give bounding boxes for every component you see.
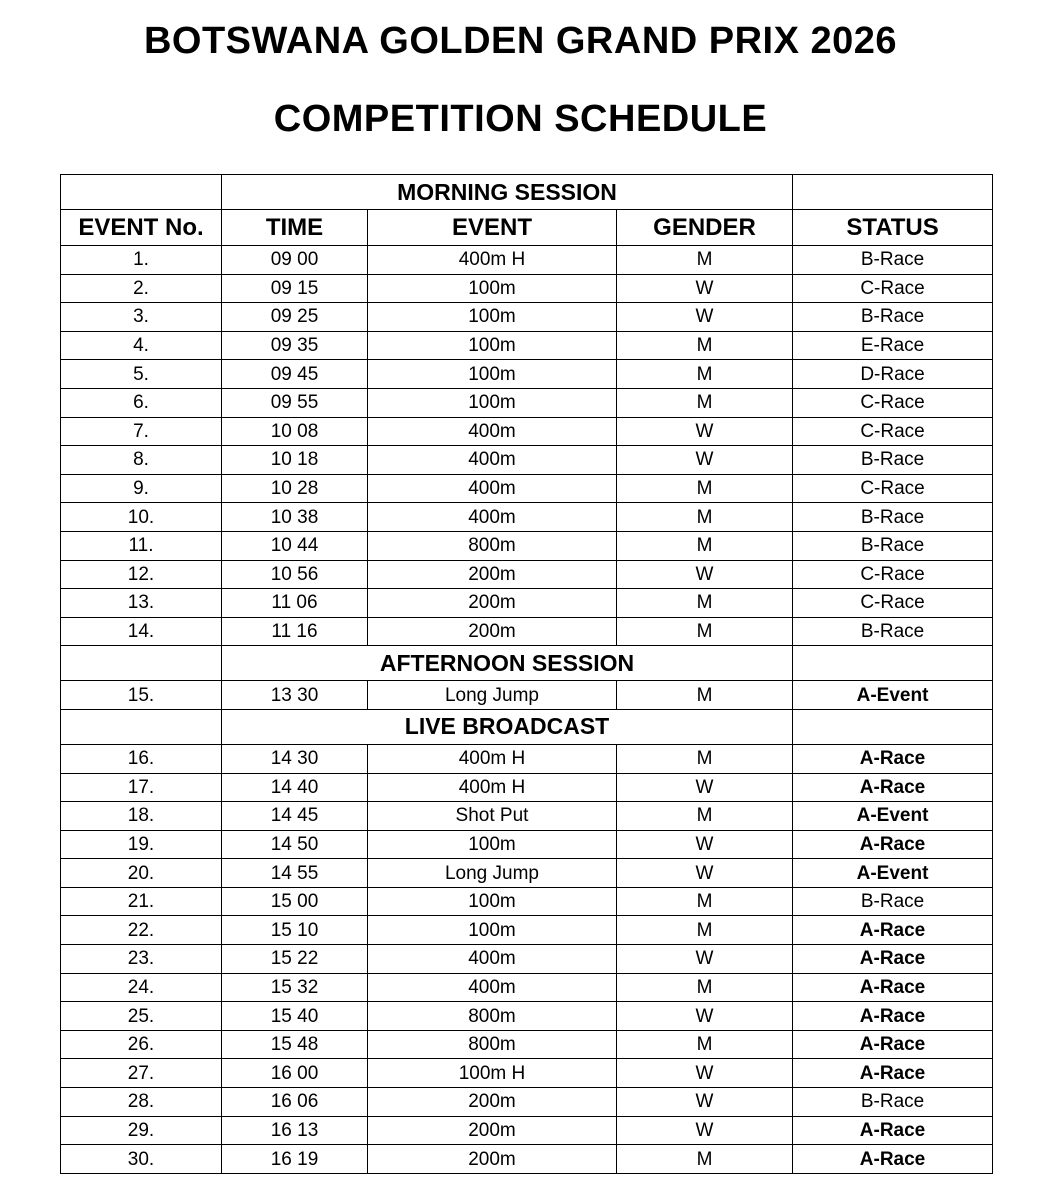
gender-cell: M [617,474,793,503]
table-row [61,1030,993,1059]
time-cell: 14 30 [222,744,368,773]
time-cell: 15 10 [222,916,368,945]
table-row [61,474,993,503]
time-cell: 14 50 [222,830,368,859]
event-cell: 400m H [368,744,617,773]
gender-cell: M [617,1030,793,1059]
gender-cell: W [617,1088,793,1117]
gender-cell: M [617,360,793,389]
event-cell: 100m [368,887,617,916]
gender-cell: W [617,446,793,475]
time-cell: 09 25 [222,303,368,332]
status-cell: B-Race [793,246,993,275]
table-row [61,973,993,1002]
time-cell: 15 48 [222,1030,368,1059]
gender-cell: M [617,503,793,532]
gender-cell: W [617,303,793,332]
table-row [61,531,993,560]
column-header-event: EVENT [368,210,617,246]
gender-cell: M [617,531,793,560]
event-cell: 100m [368,331,617,360]
event-cell: 200m [368,1088,617,1117]
event-no-cell: 21. [61,887,222,916]
column-header-gender: GENDER [617,210,793,246]
status-cell: C-Race [793,388,993,417]
status-cell: B-Race [793,531,993,560]
status-cell: C-Race [793,274,993,303]
event-no-cell: 26. [61,1030,222,1059]
event-no-cell: 29. [61,1116,222,1145]
status-cell: A-Race [793,830,993,859]
time-cell: 15 00 [222,887,368,916]
time-cell: 09 45 [222,360,368,389]
time-cell: 13 30 [222,681,368,710]
time-cell: 16 06 [222,1088,368,1117]
event-cell: 400m [368,973,617,1002]
event-no-cell: 1. [61,246,222,275]
table-row [61,1002,993,1031]
event-no-cell: 16. [61,744,222,773]
column-header-event-no: EVENT No. [61,210,222,246]
status-cell: B-Race [793,446,993,475]
event-no-cell: 30. [61,1145,222,1174]
table-row [61,303,993,332]
time-cell: 11 16 [222,617,368,646]
event-no-cell: 23. [61,945,222,974]
event-cell: 400m H [368,246,617,275]
table-row [61,916,993,945]
status-cell: D-Race [793,360,993,389]
event-cell: 400m [368,945,617,974]
table-row [61,246,993,275]
status-cell: C-Race [793,589,993,618]
status-cell: E-Race [793,331,993,360]
gender-cell: W [617,417,793,446]
gender-cell: M [617,388,793,417]
event-no-cell: 14. [61,617,222,646]
event-no-cell: 11. [61,531,222,560]
gender-cell: W [617,274,793,303]
event-no-cell: 18. [61,802,222,831]
event-cell: 800m [368,1030,617,1059]
time-cell: 09 35 [222,331,368,360]
table-row [61,830,993,859]
event-cell: 200m [368,1145,617,1174]
event-no-cell: 12. [61,560,222,589]
time-cell: 10 38 [222,503,368,532]
status-cell: B-Race [793,1088,993,1117]
event-cell: 400m [368,474,617,503]
gender-cell: W [617,1059,793,1088]
event-cell: 800m [368,1002,617,1031]
status-cell: A-Race [793,1002,993,1031]
session-label-broadcast: LIVE BROADCAST [222,709,793,744]
time-cell: 16 19 [222,1145,368,1174]
time-cell: 15 32 [222,973,368,1002]
table-row [61,744,993,773]
table-row [61,859,993,888]
column-header-status: STATUS [793,210,993,246]
event-cell: 400m [368,503,617,532]
session-label-morning: MORNING SESSION [222,175,793,210]
event-cell: 100m [368,830,617,859]
column-header-time: TIME [222,210,368,246]
event-no-cell: 28. [61,1088,222,1117]
event-no-cell: 6. [61,388,222,417]
event-cell: 100m [368,360,617,389]
table-row [61,945,993,974]
gender-cell: M [617,246,793,275]
status-cell: A-Race [793,1145,993,1174]
event-no-cell: 15. [61,681,222,710]
table-row [61,1116,993,1145]
event-no-cell: 3. [61,303,222,332]
time-cell: 16 13 [222,1116,368,1145]
table-row [61,1145,993,1174]
event-no-cell: 25. [61,1002,222,1031]
table-row [61,388,993,417]
gender-cell: M [617,916,793,945]
status-cell: A-Race [793,744,993,773]
session-row-morning [61,175,993,210]
gender-cell: M [617,331,793,360]
event-cell: 400m [368,417,617,446]
gender-cell: M [617,617,793,646]
table-row [61,503,993,532]
gender-cell: W [617,830,793,859]
event-no-cell: 24. [61,973,222,1002]
status-cell: A-Race [793,945,993,974]
session-row-broadcast [61,709,993,744]
status-cell: B-Race [793,303,993,332]
event-no-cell: 22. [61,916,222,945]
event-no-cell: 17. [61,773,222,802]
status-cell: C-Race [793,560,993,589]
gender-cell: W [617,945,793,974]
event-cell: 200m [368,1116,617,1145]
table-row [61,887,993,916]
gender-cell: M [617,887,793,916]
table-row [61,617,993,646]
status-cell: A-Event [793,859,993,888]
event-no-cell: 5. [61,360,222,389]
event-no-cell: 4. [61,331,222,360]
page-title: BOTSWANA GOLDEN GRAND PRIX 2026 [143,20,898,62]
status-cell: A-Race [793,916,993,945]
status-cell: B-Race [793,887,993,916]
gender-cell: M [617,589,793,618]
gender-cell: M [617,802,793,831]
gender-cell: W [617,773,793,802]
event-no-cell: 20. [61,859,222,888]
event-cell: 400m [368,446,617,475]
status-cell: C-Race [793,417,993,446]
event-cell: 400m H [368,773,617,802]
time-cell: 14 45 [222,802,368,831]
event-cell: Long Jump [368,859,617,888]
session-row-afternoon [61,646,993,681]
event-no-cell: 2. [61,274,222,303]
table-row [61,360,993,389]
session-blank-cell [793,175,993,210]
event-cell: 200m [368,589,617,618]
gender-cell: M [617,744,793,773]
schedule-table [60,174,993,1174]
time-cell: 14 40 [222,773,368,802]
status-cell: A-Event [793,802,993,831]
session-label-afternoon: AFTERNOON SESSION [222,646,793,681]
session-blank-cell [61,646,222,681]
status-cell: B-Race [793,503,993,532]
table-row [61,802,993,831]
event-no-cell: 9. [61,474,222,503]
event-cell: Long Jump [368,681,617,710]
time-cell: 15 40 [222,1002,368,1031]
page-subtitle: COMPETITION SCHEDULE [273,98,768,140]
header-row [61,210,993,246]
table-row [61,681,993,710]
table-row [61,1088,993,1117]
gender-cell: W [617,859,793,888]
schedule-body [61,175,993,1174]
event-cell: 100m [368,388,617,417]
time-cell: 14 55 [222,859,368,888]
gender-cell: W [617,1116,793,1145]
status-cell: A-Race [793,973,993,1002]
session-blank-cell [793,646,993,681]
table-row [61,773,993,802]
event-cell: 100m [368,303,617,332]
table-row [61,1059,993,1088]
status-cell: B-Race [793,617,993,646]
event-cell: 100m H [368,1059,617,1088]
status-cell: C-Race [793,474,993,503]
status-cell: A-Race [793,1059,993,1088]
time-cell: 09 00 [222,246,368,275]
event-no-cell: 19. [61,830,222,859]
event-cell: 200m [368,560,617,589]
time-cell: 10 18 [222,446,368,475]
status-cell: A-Race [793,1030,993,1059]
time-cell: 15 22 [222,945,368,974]
status-cell: A-Event [793,681,993,710]
gender-cell: M [617,681,793,710]
gender-cell: M [617,1145,793,1174]
event-no-cell: 8. [61,446,222,475]
time-cell: 10 44 [222,531,368,560]
time-cell: 10 56 [222,560,368,589]
event-cell: 100m [368,274,617,303]
event-cell: Shot Put [368,802,617,831]
gender-cell: M [617,973,793,1002]
event-cell: 800m [368,531,617,560]
time-cell: 09 15 [222,274,368,303]
table-row [61,446,993,475]
time-cell: 11 06 [222,589,368,618]
session-blank-cell [61,175,222,210]
table-row [61,417,993,446]
gender-cell: W [617,1002,793,1031]
event-no-cell: 13. [61,589,222,618]
event-cell: 100m [368,916,617,945]
event-no-cell: 10. [61,503,222,532]
table-row [61,589,993,618]
status-cell: A-Race [793,773,993,802]
session-blank-cell [61,709,222,744]
event-no-cell: 27. [61,1059,222,1088]
event-no-cell: 7. [61,417,222,446]
session-blank-cell [793,709,993,744]
gender-cell: W [617,560,793,589]
time-cell: 16 00 [222,1059,368,1088]
table-row [61,331,993,360]
status-cell: A-Race [793,1116,993,1145]
table-row [61,274,993,303]
time-cell: 10 28 [222,474,368,503]
table-row [61,560,993,589]
time-cell: 09 55 [222,388,368,417]
event-cell: 200m [368,617,617,646]
time-cell: 10 08 [222,417,368,446]
